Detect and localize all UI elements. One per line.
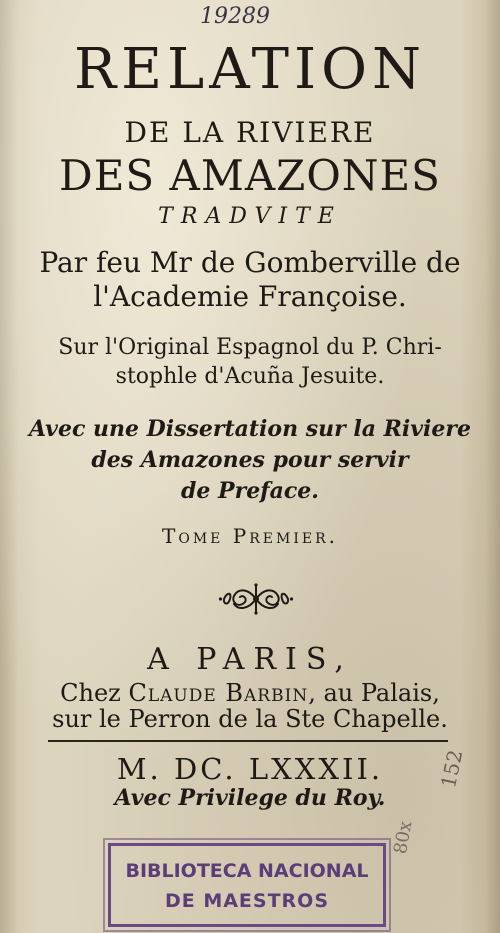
original-line-1: Sur l'Original Espagnol du P. Chri-	[58, 335, 442, 360]
dissertation-line-3: de Preface.	[181, 478, 319, 504]
dissertation-line-1: Avec une Dissertation sur la Riviere	[29, 416, 471, 442]
shelf-mark: 19289	[200, 4, 270, 29]
original-line-2: stophle d'Acuña Jesuite.	[115, 364, 385, 389]
imprint-address: sur le Perron de la Ste Chapelle.	[52, 705, 448, 733]
imprint-publisher	[0, 681, 500, 705]
stamp-line-2: DE MAESTROS	[164, 890, 330, 912]
imprint-place: A PARIS,	[147, 642, 353, 677]
tome-line: Tome Premier.	[162, 524, 338, 548]
fleuron-ornament-icon	[218, 582, 294, 616]
book-title: RELATION	[74, 37, 426, 102]
imprint-rule	[48, 740, 448, 742]
translator-line-1: Par feu Mr de Gomberville de	[39, 246, 461, 279]
imprint-date: M. DC. LXXXII.	[116, 752, 384, 786]
stamp-line-1: BIBLIOTECA NACIONAL	[125, 860, 369, 882]
subtitle-de-la-riviere: DE LA RIVIERE	[124, 116, 376, 149]
dissertation-line-2: des Amazones pour servir	[91, 447, 409, 473]
subtitle-des-amazones: DES AMAZONES	[59, 151, 441, 200]
privilege-line: Avec Privilege du Roy.	[114, 785, 386, 811]
translator-line-2: l'Academie Françoise.	[93, 280, 407, 313]
publisher-name: Claude Barbin	[128, 679, 309, 707]
handwritten-margin-note-2: 80x	[390, 819, 417, 856]
publisher-pre: Chez	[60, 679, 121, 707]
library-stamp	[108, 843, 386, 927]
publisher-post: , au Palais,	[308, 679, 440, 707]
traduite-line: TRADVITE	[158, 204, 342, 229]
handwritten-margin-note: 152	[436, 747, 468, 790]
